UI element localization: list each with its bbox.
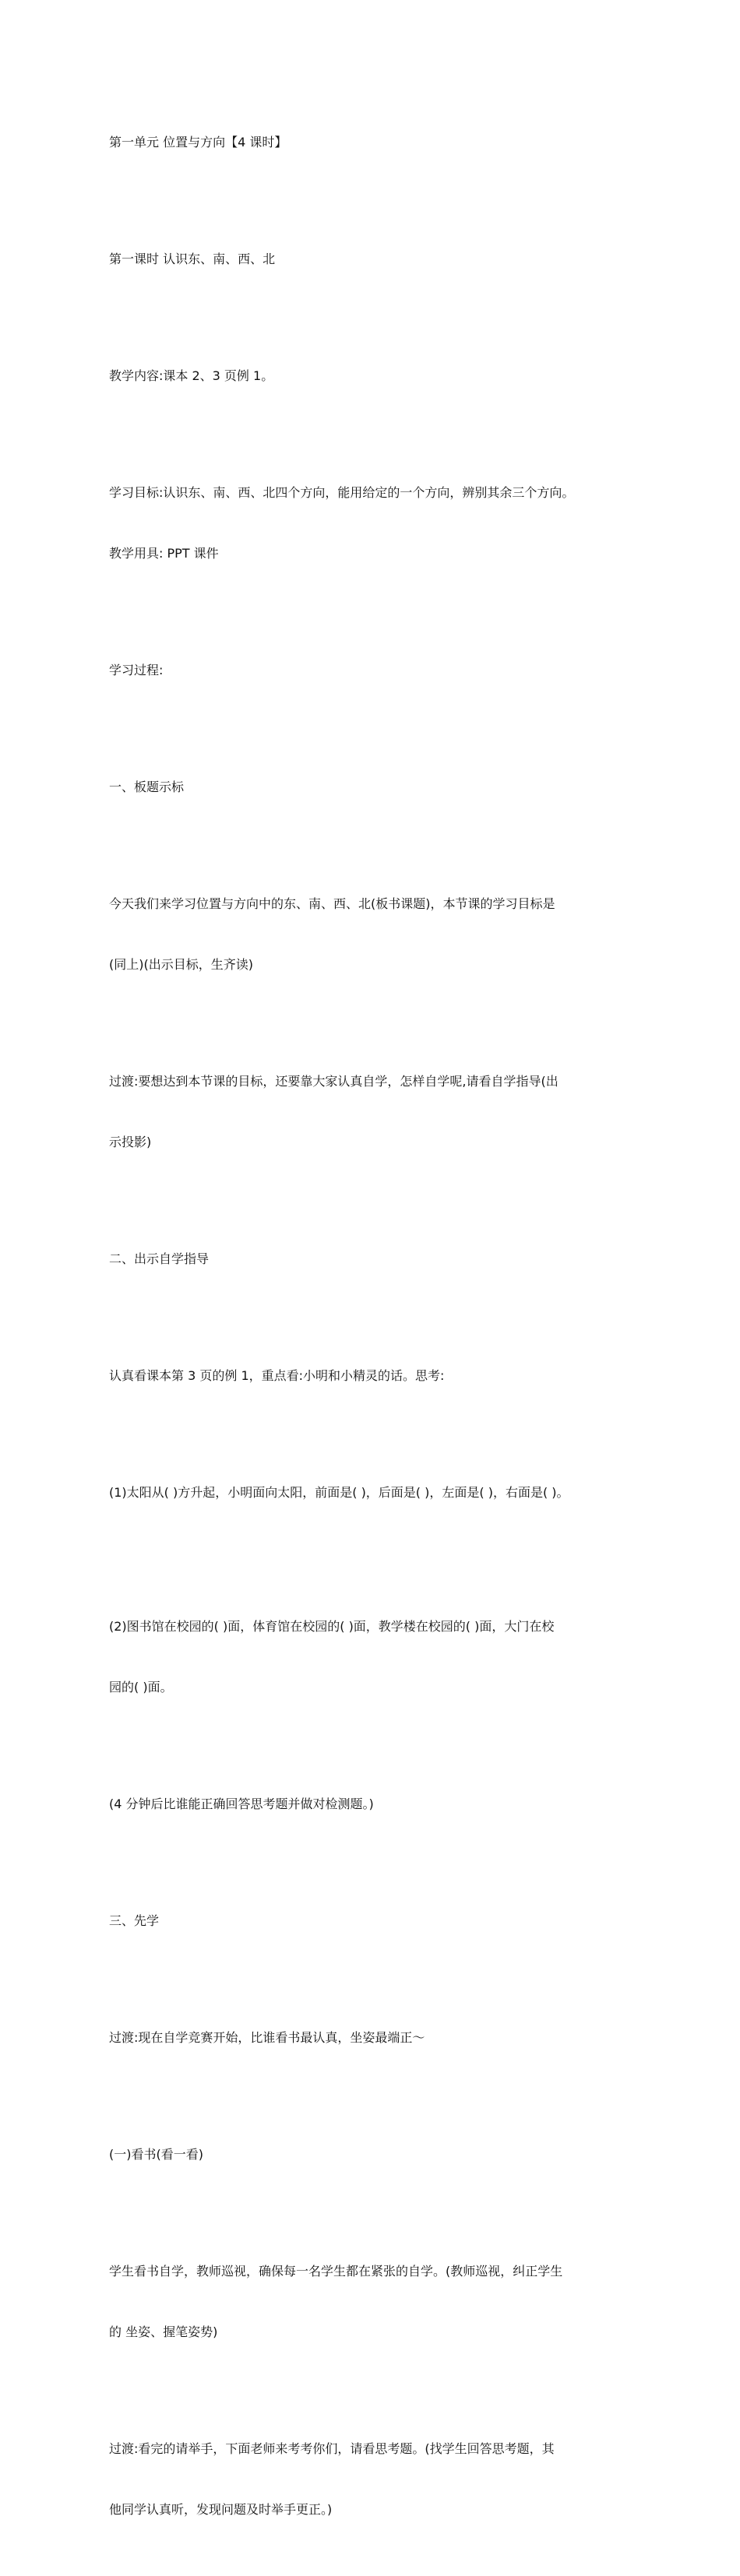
unit-title bbox=[109, 92, 639, 193]
transition-paragraph-2 bbox=[109, 1987, 639, 2089]
transition-paragraph-1 bbox=[109, 1031, 639, 1193]
text-line: 的 坐姿、握笔姿势) bbox=[109, 2324, 218, 2339]
lesson-title bbox=[109, 209, 639, 310]
text-line: 学习过程: bbox=[109, 663, 164, 677]
section-heading-2 bbox=[109, 1209, 639, 1310]
text-line: 今天我们来学习位置与方向中的东、南、西、北(板书课题)，本节课的学习目标是 bbox=[109, 896, 555, 911]
intro-paragraph bbox=[109, 853, 639, 1015]
teaching-content bbox=[109, 326, 639, 427]
text-line: 第一课时 认识东、南、西、北 bbox=[109, 252, 276, 266]
text-line: 学生看书自学，教师巡视，确保每一名学生都在紧张的自学。(教师巡视，纠正学生 bbox=[109, 2264, 563, 2279]
text-line: 过渡:要想达到本节课的目标，还要靠大家认真自学，怎样自学呢,请看自学指导(出 bbox=[109, 1074, 559, 1089]
subsection-heading-1 bbox=[109, 2104, 639, 2205]
section-heading-3 bbox=[109, 1870, 639, 1972]
text-line: (1)太阳从( )方升起，小明面向太阳，前面是( )，后面是( )，左面是( )，右面是( )。 bbox=[109, 1485, 569, 1500]
question-1 bbox=[109, 1442, 639, 1543]
text-line: 过渡:现在自学竞赛开始，比谁看书最认真，坐姿最端正～ bbox=[109, 2030, 425, 2045]
text-line: (同上)(出示目标，生齐读) bbox=[109, 957, 253, 972]
text-line: 教学用具: PPT 课件 bbox=[109, 546, 219, 561]
time-note bbox=[109, 1754, 639, 1855]
text-line: 教学内容:课本 2、3 页例 1。 bbox=[109, 368, 274, 383]
self-study-paragraph bbox=[109, 2221, 639, 2383]
question-2 bbox=[109, 1576, 639, 1738]
text-line: 一、板题示标 bbox=[109, 779, 185, 794]
document-body bbox=[109, 92, 639, 2576]
text-line: 园的( )面。 bbox=[109, 1680, 173, 1694]
section-heading-1 bbox=[109, 737, 639, 838]
text-line: 过渡:看完的请举手，下面老师来考考你们，请看思考题。(找学生回答思考题，其 bbox=[109, 2441, 555, 2456]
text-line: 他同学认真听，发现问题及时举手更正。) bbox=[109, 2502, 333, 2517]
transition-paragraph-3 bbox=[109, 2398, 639, 2560]
text-line: 示投影) bbox=[109, 1135, 152, 1149]
learning-objectives bbox=[109, 442, 639, 604]
text-line: 认真看课本第 3 页的例 1，重点看:小明和小精灵的话。思考: bbox=[109, 1368, 445, 1383]
learning-process-heading bbox=[109, 620, 639, 721]
study-guide-paragraph bbox=[109, 1325, 639, 1427]
text-line: (一)看书(看一看) bbox=[109, 2147, 203, 2162]
text-line: 三、先学 bbox=[109, 1913, 160, 1928]
text-line: 学习目标:认识东、南、西、北四个方向，能用给定的一个方向，辨别其余三个方向。 bbox=[109, 485, 575, 500]
text-line: 第一单元 位置与方向【4 课时】 bbox=[109, 135, 287, 150]
text-line: 二、出示自学指导 bbox=[109, 1251, 210, 1266]
text-line: (4 分钟后比谁能正确回答思考题并做对检测题。) bbox=[109, 1797, 374, 1811]
text-line: (2)图书馆在校园的( )面，体育馆在校园的( )面，教学楼在校园的( )面，大门在校 bbox=[109, 1619, 555, 1634]
